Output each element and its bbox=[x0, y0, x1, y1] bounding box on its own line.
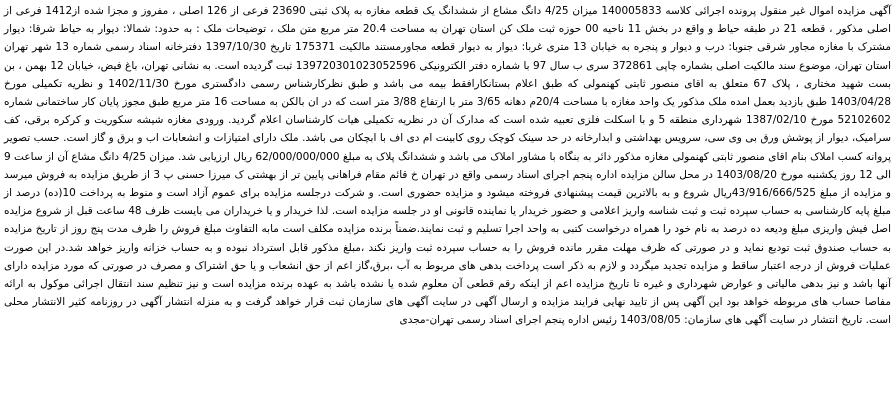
notice-body-text: آگهی مزایده اموال غیر منقول پرونده اجرائی کلاسه 140005833 میزان 4/25 دانگ مشاع از ششدانگ یک قطعه مغازه به پلاک ثبتی 23690 فرعی از 126 اصلی ، مفروز و مجزا شده از1412 فرعی از اصلی مذکور ، قطعه 21 در طبقه حیاط و واقع در بخش 11 ناحیه 00 حوزه ثبت ملک کن استان تهران به مساحت 20.4 متر مربع متن ملک ، توضیحات ملک : به حدود: شمالا: دیوار به حیاط شرقا: دیوار مشترک با مغازه مجاور شرقی جنوبا: درب و دیوار و پنجره به خیابان 13 متری غربا: دیوار به دیوار قطعه مجاورمستند مالکیت 175371 تاریخ 1397/10/30 دفترخانه اسناد رسمی شماره 13 شهر تهران استان تهران، موضوع سند مالکیت اصلی بشماره چاپی 372861 سری ب سال 97 با شماره دفتر الکترونیکی 139720301023052596 ثبت گردیده است. به نشانی تهران، باغ فیض، خیابان 12 بهمن ، بن بست شهید مختاری ، پلاک 67 متعلق به اقای منصور ثابتی کهنمولی که طبق اعلام بستانکارافقط بیمه می باشد و طبق نظرکارشناس رسمی دادگستری مورخ 1402/11/30 و نظریه تکمیلی مورخ 1403/04/28 طبق بازدید بعمل امده ملک مذکور یک واحد مغازه با مساحت 20/4م دهانه 3/65 متر با ارتفاع 3/88 متر است که در ان بالکن به مساحت 16 متر مربع طبق مجوز پایان کار ساختمانی شماره 52102602 مورخ 1387/02/10 شهرداری منطقه 5 و با اسکلت فلزی تعبیه شده است که مدارک آن در نظریه تکمیلی هیات کارشناسان اعلام گردید. ورودی مغازه شیشه سکوریت و کرکره برقی، کف سرامیک، دیوار از پوشش ورق بی وی سی، سرویس بهداشتی و ابدارخانه در حد سینک کوچک روی کابینت ام دی اف با ابچکان می باشد. ملک دارای امتیازات و انشعابات اب و برق و گاز است. حسب تصویر پروانه کسب املاک بنام اقای منصور ثابتی کهنمولی مغازه مذکور دائر به بنگاه با مشاور املاک می باشد و ششدانگ پلاک به مبلغ 62/000/000/000 ریال ارزیابی شد. میزان 4/25 دانگ مشاع آن از ساعت 9 الی 12 روز یکشنبه مورخ 1403/08/20 در محل سالن مزایده اداره پنجم اجرای اسناد رسمی واقع در تهران خ قائم مقام فراهانی پایین تر از بهشتی ک میرزا حسنی پ 3 از طریق مزایده به فروش میرسد و مزایده از مبلغ 43/916/666/525ریال شروع و به بالاترین قیمت پیشنهادی فروخته میشود و مزایده حضوری است. و شرکت درجلسه مزایده برای عموم آزاد است و منوط به پرداخت 10(ده) درصد از مبلغ پایه کارشناسی به حساب سپرده ثبت و ثبت شناسه واریز اعلامی و حضور خریدار یا نماینده قانونی او در جلسه مزایده است. لذا خریدار و یا خریداران می بایست ظرف 48 ساعت قبل از شروع مزایده اصل فیش واریزی مبلغ ودیعه ده درصد به نام خود را همراه درخواست کتبی به واحد اجرا تسلیم و ثبت نمایند.ضمناً برنده مزایده مکلف است مابه التفاوت مبلغ فروش را ظرف مدت پنج روز از تاریخ مزایده به حساب صندوق ثبت تودیع نماید و در صورتی که ظرف مهلت مقرر مانده فروش را به حساب سپرده ثبت واریز نکند ،مبلغ مذکور قابل استرداد نبوده و به حساب خزانه واریز خواهد شد.در این صورت عملیات فروش از درجه اعتبار ساقط و مزایده تجدید میگردد و لازم به ذکر است پرداخت بدهی های مربوط به آب ،برق،گاز اعم از حق انشعاب و یا حق اشتراک و مصرف در صورتی که مورد مزایده دارای آنها باشد و نیز بدهی مالیاتی و عوارض شهرداری و غیره تا تاریخ مزایده اعم از اینکه رقم قطعی آن معلوم شده یا نشده باشد به عهده برنده مزایده است و نیز تنظیم سند انتقال اجرائی موکول به ارائه مفاصا حساب های مربوطه خواهد بود این آگهی پس از تایید نهایی فرایند مزایده و ارسال آگهی در سایت آگهی های سازمان ثبت قرار خواهد گرفت و به منزله انتشار آگهی در روزنامه کثیر الانتشار محلی است. تاریخ انتشار در سایت آگهی های سازمان: 1403/08/05 رئیس اداره پنجم اجرای اسناد رسمی تهران-مجدی bbox=[4, 5, 892, 327]
